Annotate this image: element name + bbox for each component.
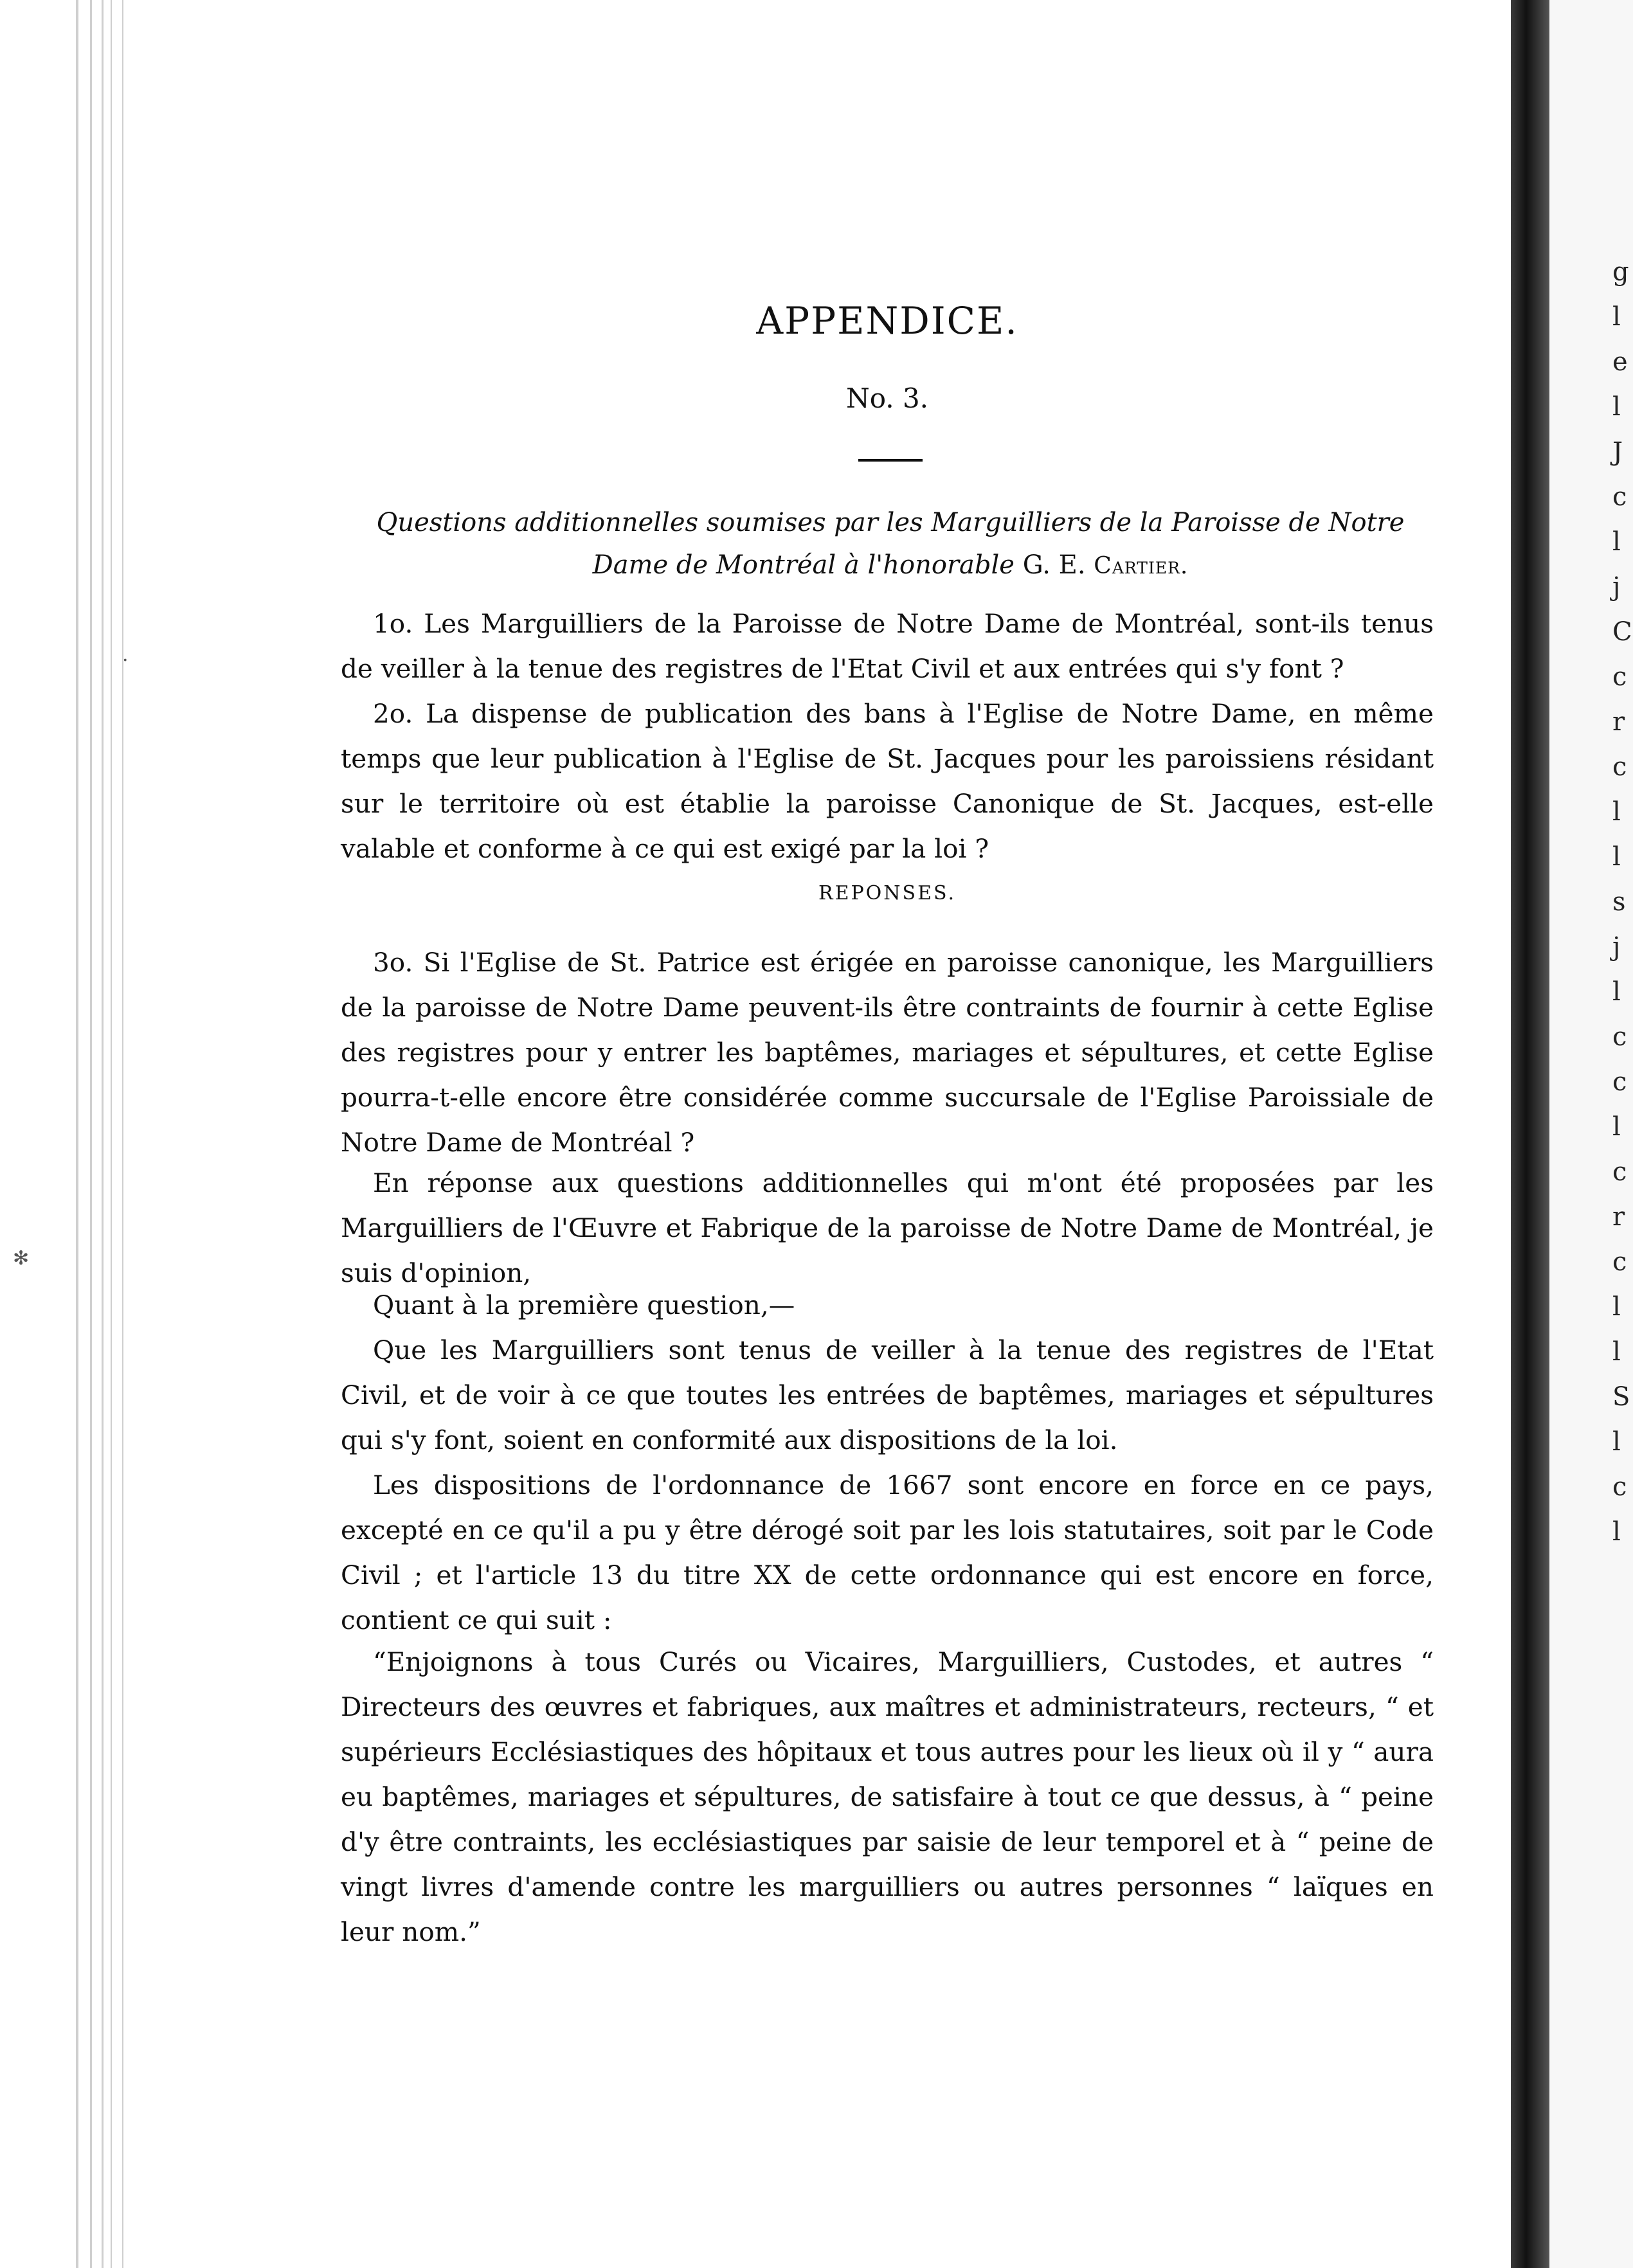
facing-page-glyph: c [1612,1067,1627,1097]
question-2: 2o. La dispense de publication des bans à l'Eglise de Notre Dame, en même temps que leur publication à l'Eglise de St. Jacques pour les paroissiens résidant sur le territoire où est établie la paroisse Canonique de St. Jacques, est-elle valable et conforme à ce qui est exigé par la loi ? [341,698,1434,864]
left-margin [0,0,341,2268]
facing-page-glyph: l [1612,977,1621,1007]
responses-heading: REPONSES. [818,882,956,905]
subtitle-text: Questions additionnelles soumises par les Marguilliers de la Paroisse de Notre Dame de Montréal à l'honorable [376,508,1405,580]
facing-page-glyph: J [1612,437,1623,467]
facing-page-glyph: c [1612,662,1627,692]
facing-page-glyph: l [1612,1337,1621,1367]
page-title: APPENDICE. [756,299,1018,343]
facing-page-glyph: S [1612,1382,1630,1412]
facing-page-glyph: c [1612,1022,1627,1052]
facing-page-glyph: l [1612,1427,1621,1457]
facing-page-glyph: l [1612,302,1621,332]
facing-page-glyph: j [1612,572,1621,602]
facing-page-glyph: s [1612,887,1626,917]
facing-page-glyph: r [1612,707,1625,737]
body-paragraph-first-question: Quant à la première question,— [373,1290,795,1320]
facing-page-glyph: l [1612,527,1621,557]
document-subtitle [347,501,1434,588]
facing-page-glyph: c [1612,482,1627,512]
facing-page-glyph: l [1612,1292,1621,1322]
body-quotation: “Enjoignons à tous Curés ou Vicaires, Marguilliers, Custodes, et autres “ Directeurs des œuvres et fabriques, aux maîtres et administrateurs, recteurs, “ et supérieurs Ecclésiastiques des hôpitaux et tous autres pour les lieux où il y “ aura eu baptêmes, mariages et sépultures, de satisfaire à tout ce que dessus, à “ peine d'y être contraints, les ecclésiastiques par saisie de leur temporel et à “ peine de vingt livres d'amende contre les marguilliers ou autres personnes “ laïques en leur nom.” [341,1646,1434,1947]
appendix-number: No. 3. [845,382,929,414]
body-paragraph-ordonnance: Les dispositions de l'ordonnance de 1667 sont encore en force en ce pays, excepté en ce qu'il a pu y être dérogé soit par les lois statutaires, soit par le Code Civil ; et l'article 13 du titre XX de cette ordonnance qui est encore en force, contient ce qui suit : [341,1470,1434,1635]
facing-page-glyph: l [1612,1112,1621,1142]
facing-page-glyph: g [1612,257,1629,287]
facing-page-glyph: l [1612,797,1621,827]
facing-page-glyph: c [1612,1472,1627,1502]
facing-page-glyph: c [1612,752,1627,782]
body-paragraph-answer: Que les Marguilliers sont tenus de veiller à la tenue des registres de l'Etat Civil, et de voir à ce que toutes les entrées de baptêmes, mariages et sépultures qui s'y font, soient en conformité aux dispositions de la loi. [341,1335,1434,1455]
facing-page-glyph: C [1612,617,1632,647]
speck-mark: · [122,649,129,672]
subtitle-name-surname: Cartier. [1094,553,1189,579]
facing-page-glyph: r [1612,1202,1625,1232]
facing-page-glyph: j [1612,932,1621,962]
facing-page-glyph: l [1612,392,1621,422]
page-edge-line [90,0,92,2268]
facing-page-glyph: l [1612,1517,1621,1547]
book-spine [1511,0,1549,2268]
page-edge-line [102,0,104,2268]
page-edge-line [76,0,78,2268]
page-edge-line [111,0,112,2268]
facing-page-glyph: c [1612,1247,1627,1277]
facing-page-glyph: e [1612,347,1628,377]
subtitle-name-initials: G. E. [1022,550,1086,580]
facing-page-glyph: c [1612,1157,1627,1187]
speck-mark: ✻ [13,1247,30,1270]
body-paragraph-opinion: En réponse aux questions additionnelles qui m'ont été proposées par les Marguilliers de l'Œuvre et Fabrique de la paroisse de Notre Dame de Montréal, je suis d'opinion, [341,1167,1434,1288]
title-divider [858,459,923,462]
page-edge-line [122,0,123,2268]
facing-page-glyph: l [1612,842,1621,872]
question-3: 3o. Si l'Eglise de St. Patrice est érigée en paroisse canonique, les Marguilliers de la paroisse de Notre Dame peuvent-ils être contraints de fournir à cette Eglise des registres pour y entrer les baptêmes, mariages et sépultures, et cette Eglise pourra-t-elle encore être considérée comme succursale de l'Eglise Paroissiale de Notre Dame de Montréal ? [341,947,1434,1158]
question-1: 1o. Les Marguilliers de la Paroisse de Notre Dame de Montréal, sont-ils tenus de veiller à la tenue des registres de l'Etat Civil et aux entrées qui s'y font ? [341,608,1434,684]
